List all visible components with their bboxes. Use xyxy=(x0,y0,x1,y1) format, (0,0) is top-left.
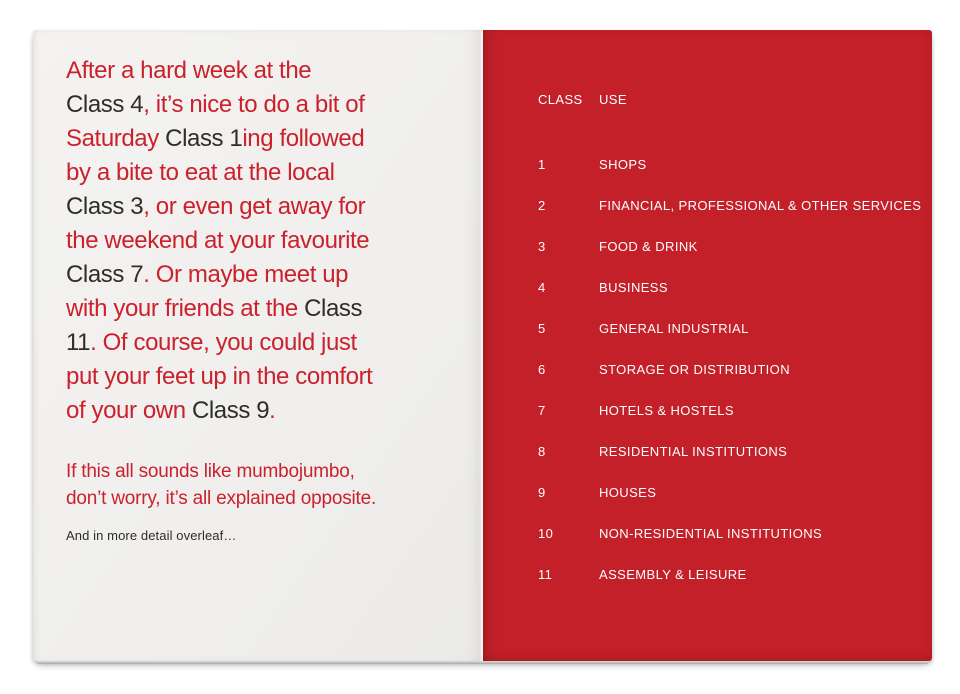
booklet-spread xyxy=(33,30,932,661)
paragraph-line xyxy=(66,292,463,326)
right-page xyxy=(483,30,932,661)
table-row xyxy=(538,444,912,469)
table-row xyxy=(538,403,912,428)
paragraph-line xyxy=(66,360,463,394)
use-label: ASSEMBLY & LEISURE xyxy=(599,567,747,582)
table-row xyxy=(538,280,912,305)
paragraph-line xyxy=(66,326,463,360)
use-label: NON-RESIDENTIAL INSTITUTIONS xyxy=(599,526,823,541)
paragraph-line xyxy=(66,54,463,88)
use-label: STORAGE OR DISTRIBUTION xyxy=(599,362,790,377)
class-number: 9 xyxy=(538,485,546,500)
class-number: 1 xyxy=(538,157,546,172)
table-row xyxy=(538,485,912,510)
paragraph-text: . xyxy=(269,397,276,424)
paragraph-line xyxy=(66,394,463,428)
paragraph-text: After a hard week at the xyxy=(66,57,312,84)
left-page xyxy=(33,30,483,661)
paragraph-line xyxy=(66,88,463,122)
paragraph-text: . Of course, you could just xyxy=(90,329,357,356)
use-label: RESIDENTIAL INSTITUTIONS xyxy=(599,444,788,459)
class-number: 10 xyxy=(538,526,554,541)
class-number: 11 xyxy=(538,567,553,582)
class-number: 4 xyxy=(538,280,546,295)
table-row xyxy=(538,198,922,223)
paragraph-text: . Or maybe meet up xyxy=(143,261,349,288)
class-number: 2 xyxy=(538,198,546,213)
class-reference: Class 1 xyxy=(165,125,243,152)
class-number: 7 xyxy=(538,403,546,418)
paragraph-text: of your own xyxy=(66,397,192,424)
use-label: FINANCIAL, PROFESSIONAL & OTHER SERVICES xyxy=(599,198,922,213)
paragraph-line xyxy=(66,122,463,156)
table-row xyxy=(538,526,912,551)
paragraph-text: put your feet up in the comfort xyxy=(66,363,373,390)
class-number: 8 xyxy=(538,444,546,459)
intro-paragraph xyxy=(66,54,463,428)
paragraph-text: ing followed xyxy=(242,125,365,152)
footnote: And in more detail overleaf… xyxy=(66,528,237,543)
paragraph-text: the weekend at your favourite xyxy=(66,227,370,254)
use-label: BUSINESS xyxy=(599,280,668,295)
table-row xyxy=(538,239,912,264)
class-reference: Class 9 xyxy=(191,397,270,424)
subtext-line: If this all sounds like mumbojumbo, xyxy=(66,461,355,482)
paragraph-line xyxy=(66,258,463,292)
class-reference: Class xyxy=(304,295,363,322)
table-row xyxy=(538,157,912,182)
table-row xyxy=(538,362,912,387)
table-row xyxy=(538,321,912,346)
use-label: GENERAL INDUSTRIAL xyxy=(599,321,749,336)
subtext xyxy=(66,458,463,512)
use-label: FOOD & DRINK xyxy=(599,239,698,254)
class-reference: 11 xyxy=(66,329,91,356)
table-header xyxy=(538,92,912,107)
class-reference: Class 7 xyxy=(66,261,144,288)
use-label: SHOPS xyxy=(599,157,647,172)
subtext-line: don’t worry, it’s all explained opposite. xyxy=(66,488,377,509)
paragraph-text: by a bite to eat at the local xyxy=(66,159,335,186)
use-label: HOTELS & HOSTELS xyxy=(599,403,734,418)
class-reference: Class 3 xyxy=(66,193,144,220)
class-column-header: CLASS xyxy=(538,92,583,107)
paragraph-line xyxy=(66,156,463,190)
paragraph-text: , or even get away for xyxy=(143,193,366,220)
table-row xyxy=(538,567,912,592)
paragraph-line xyxy=(66,190,463,224)
class-number: 3 xyxy=(538,239,546,254)
paragraph-text: Saturday xyxy=(66,125,166,152)
class-number: 6 xyxy=(538,362,546,377)
use-column-header: USE xyxy=(599,92,627,107)
class-number: 5 xyxy=(538,321,546,336)
paragraph-line xyxy=(66,224,463,258)
paragraph-text: , it’s nice to do a bit of xyxy=(143,91,365,118)
class-reference: Class 4 xyxy=(66,91,144,118)
use-label: HOUSES xyxy=(599,485,657,500)
paragraph-text: with your friends at the xyxy=(66,295,305,322)
use-class-table xyxy=(538,157,922,592)
